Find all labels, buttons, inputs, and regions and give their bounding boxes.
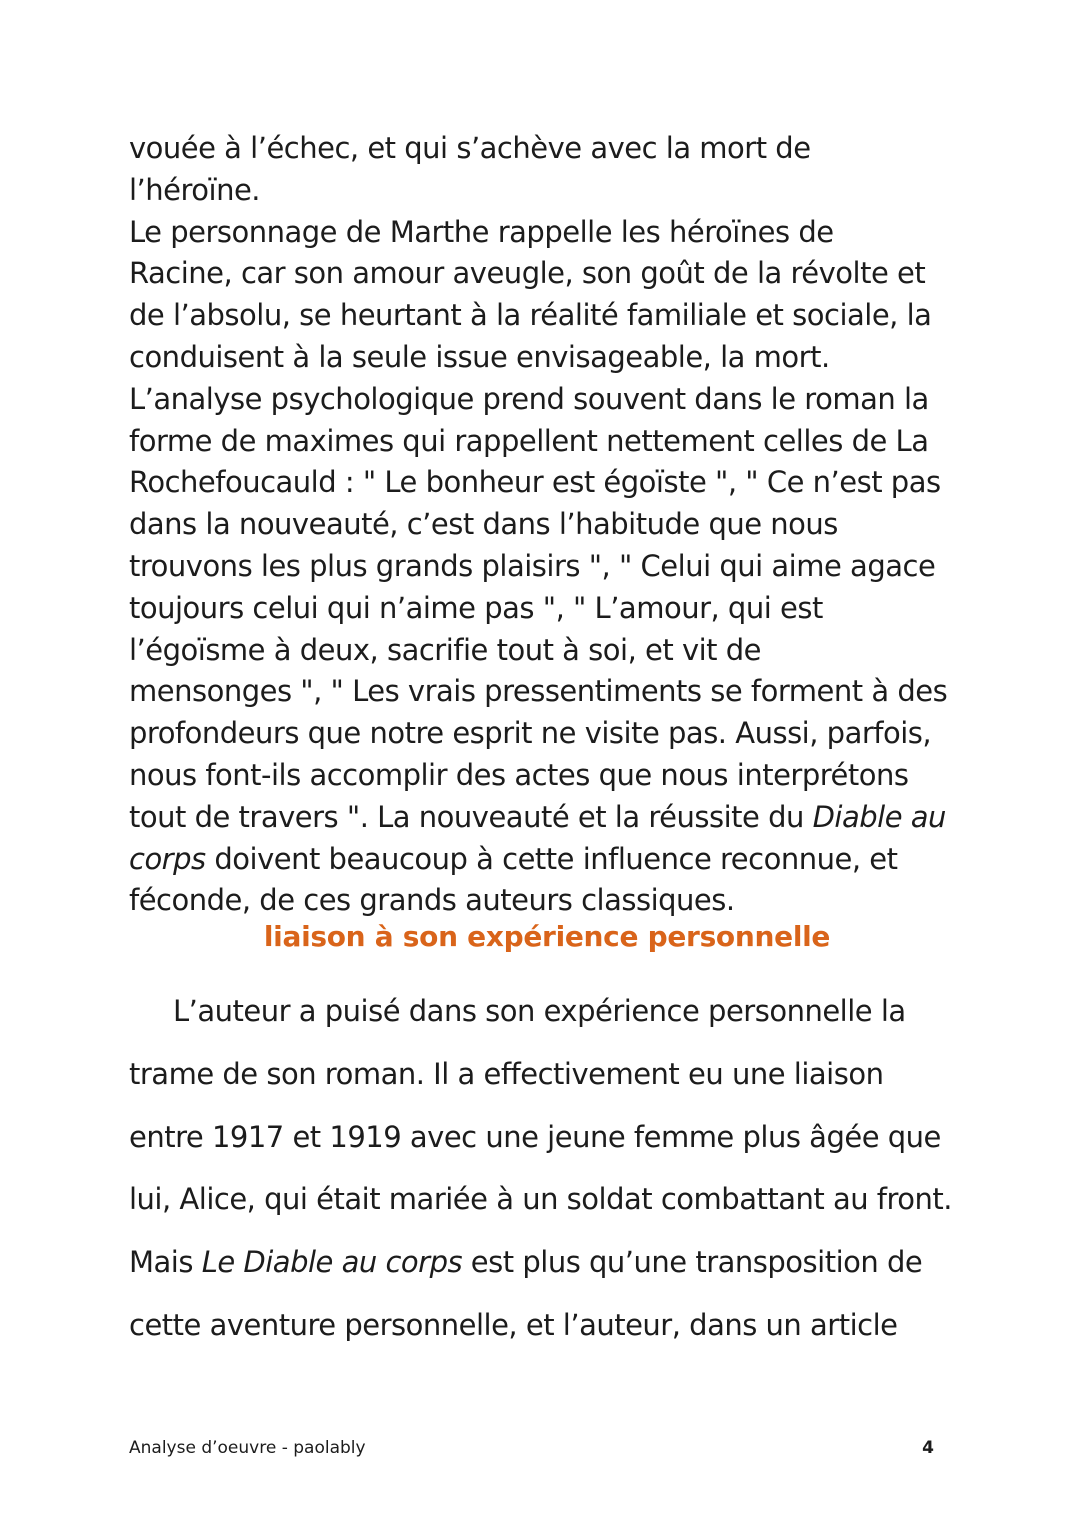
text-line: de l’absolu, se heurtant à la réalité familiale et sociale, la: [129, 298, 932, 333]
text-line: mensonges ", " Les vrais pressentiments se forment à des: [129, 674, 948, 709]
text-line: [129, 1231, 959, 1294]
section-heading: liaison à son expérience personnelle: [263, 920, 831, 953]
footer-title: Analyse d’oeuvre - paolably: [129, 1438, 366, 1458]
text-line: dans la nouveauté, c’est dans l’habitude que nous: [129, 507, 838, 542]
book-title-italic: corps: [129, 841, 206, 876]
text-line: L’analyse psychologique prend souvent dans le roman la: [129, 381, 929, 416]
paragraph-personal-experience: [129, 980, 959, 1357]
text-line: Rochefoucauld : " Le bonheur est égoïste ", " Ce n’est pas: [129, 465, 941, 500]
page-number: 4: [922, 1438, 934, 1458]
text-segment: Mais: [129, 1245, 202, 1280]
text-line: nous font-ils accomplir des actes que nous interprétons: [129, 757, 909, 792]
text-segment: est plus qu’une transposition de: [462, 1245, 923, 1280]
paragraph-analysis: [129, 128, 949, 922]
text-line: cette aventure personnelle, et l’auteur, dans un article: [129, 1307, 898, 1342]
text-line: trame de son roman. Il a effectivement eu une liaison: [129, 1056, 884, 1091]
text-segment: tout de travers ". La nouveauté et la réussite du: [129, 799, 813, 834]
text-line: lui, Alice, qui était mariée à un soldat combattant au front.: [129, 1182, 953, 1217]
text-line: [129, 800, 946, 834]
text-line: Racine, car son amour aveugle, son goût de la révolte et: [129, 256, 926, 291]
text-line: vouée à l’échec, et qui s’achève avec la mort de l’héroïne.: [129, 131, 811, 207]
text-line: entre 1917 et 1919 avec une jeune femme plus âgée que: [129, 1119, 941, 1154]
text-line: [129, 842, 897, 876]
text-line: profondeurs que notre esprit ne visite pas. Aussi, parfois,: [129, 716, 932, 751]
text-line: forme de maximes qui rappellent nettement celles de La: [129, 423, 929, 458]
text-line: Le personnage de Marthe rappelle les héroïnes de: [129, 214, 834, 249]
text-line: toujours celui qui n’aime pas ", " L’amour, qui est: [129, 590, 823, 625]
text-line: trouvons les plus grands plaisirs ", " Celui qui aime agace: [129, 548, 936, 583]
text-line: féconde, de ces grands auteurs classiques.: [129, 883, 735, 918]
text-line: l’égoïsme à deux, sacrifie tout à soi, et vit de: [129, 632, 761, 667]
text-line: L’auteur a puisé dans son expérience personnelle la: [173, 994, 906, 1028]
text-line: conduisent à la seule issue envisageable, la mort.: [129, 339, 830, 374]
book-title-italic: Diable au: [812, 799, 946, 834]
text-segment: doivent beaucoup à cette influence reconnue, et: [205, 841, 898, 876]
book-title-italic: Le Diable au corps: [201, 1245, 463, 1280]
